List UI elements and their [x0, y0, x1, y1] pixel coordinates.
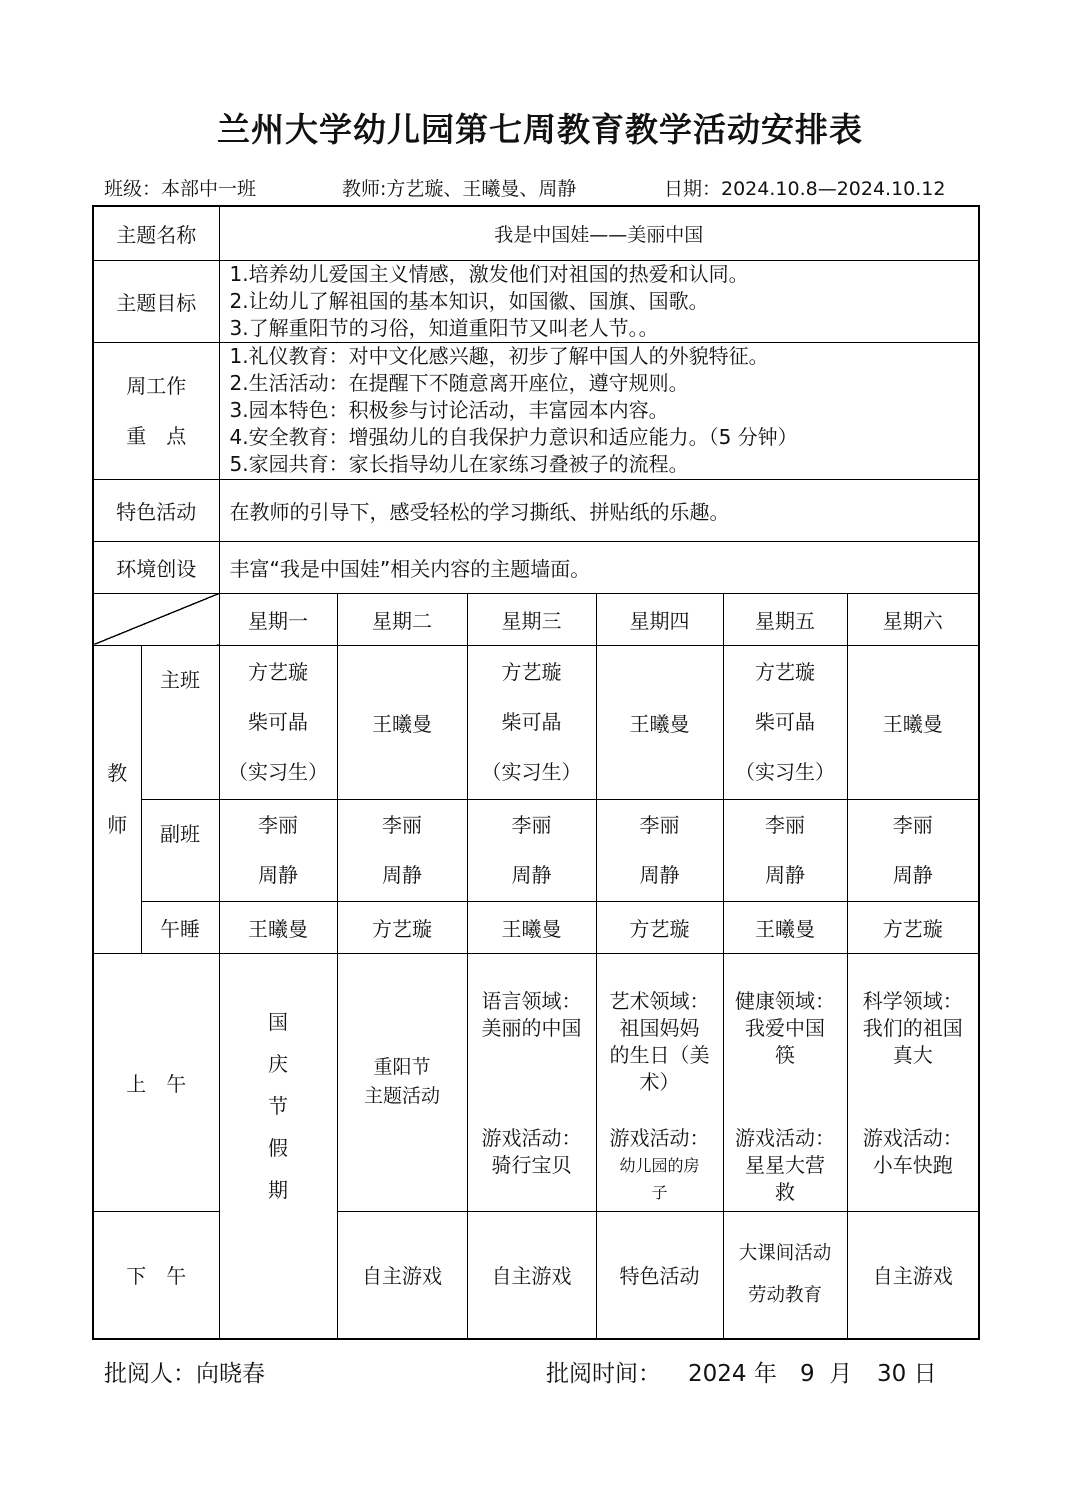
afternoon-cell-tue: 自主游戏: [337, 1211, 467, 1339]
nap-cell: 王曦曼: [219, 901, 337, 953]
environment-value: 丰富“我是中国娃”相关内容的主题墙面。: [219, 541, 979, 593]
review-day: 30 日: [877, 1361, 937, 1387]
focus-list: [219, 342, 979, 479]
morning-cell-tue: 重阳节 主题活动: [337, 953, 467, 1211]
page-title: 兰州大学幼儿园第七周教育教学活动安排表: [217, 110, 863, 149]
afternoon-label: 下 午: [93, 1211, 219, 1339]
day-header: 星期五: [723, 593, 847, 645]
goal-item: 1.培养幼儿爱国主义情感，激发他们对祖国的热爱和认同。: [229, 261, 749, 286]
diagonal-header-cell: [93, 593, 219, 645]
focus-item: 5.家园共育：家长指导幼儿在家练习叠被子的流程。: [229, 452, 689, 476]
review-time-label: 批阅时间：: [546, 1361, 661, 1387]
main-teacher-cell: 方艺璇 柴可晶 （实习生）: [723, 645, 847, 799]
goal-item: 2.让幼儿了解祖国的基本知识，如国徽、国旗、国歌。: [229, 288, 709, 313]
nap-row: [93, 901, 979, 953]
afternoon-cell-sat: 自主游戏: [847, 1211, 979, 1339]
focus-item: 1.礼仪教育：对中文化感兴趣，初步了解中国人的外貌特征。: [229, 344, 769, 368]
deputy-teacher-cell: 李丽 周静: [467, 799, 596, 901]
special-row: [93, 479, 979, 541]
main-teacher-row: [93, 645, 979, 799]
focus-item: 3.园本特色：积极参与讨论活动，丰富园本内容。: [229, 398, 669, 422]
day-header: 星期四: [596, 593, 723, 645]
day-header: 星期三: [467, 593, 596, 645]
morning-row: [93, 953, 979, 1211]
morning-cell-fri: 健康领域： 我爱中国 筷 游戏活动： 星星大营 救: [723, 953, 847, 1211]
morning-cell-sat: 科学领域： 我们的祖国 真大 游戏活动： 小车快跑: [847, 953, 979, 1211]
days-row: [93, 593, 979, 645]
morning-label: 上 午: [93, 953, 219, 1211]
review-year: 2024 年: [688, 1361, 777, 1387]
afternoon-cell-fri: 大课间活动 劳动教育: [723, 1211, 847, 1339]
main-teacher-cell: 方艺璇 柴可晶 （实习生）: [219, 645, 337, 799]
review-month: 9 月: [800, 1361, 853, 1387]
main-teacher-cell: 王曦曼: [847, 645, 979, 799]
theme-value: 我是中国娃——美丽中国: [219, 206, 979, 260]
nap-cell: 王曦曼: [467, 901, 596, 953]
goals-row: [93, 260, 979, 342]
afternoon-cell-thu: 特色活动: [596, 1211, 723, 1339]
afternoon-cell-wed: 自主游戏: [467, 1211, 596, 1339]
goal-item: 3.了解重阳节的习俗，知道重阳节又叫老人节。。: [229, 315, 659, 340]
nap-cell: 方艺璇: [847, 901, 979, 953]
goals-list: [219, 260, 979, 342]
focus-item: 4.安全教育：增强幼儿的自我保护力意识和适应能力。（5 分钟）: [229, 425, 798, 449]
environment-row: [93, 541, 979, 593]
day-header: 星期二: [337, 593, 467, 645]
goals-label: 主题目标: [93, 260, 219, 342]
teachers-info: 教师:方艺璇、王曦曼、周静: [342, 178, 577, 200]
morning-cell-wed: 语言领域： 美丽的中国 游戏活动： 骑行宝贝: [467, 953, 596, 1211]
special-value: 在教师的引导下，感受轻松的学习撕纸、拼贴纸的乐趣。: [219, 479, 979, 541]
nap-cell: 方艺璇: [337, 901, 467, 953]
holiday-cell: 国 庆 节 假 期: [219, 953, 337, 1339]
day-header: 星期一: [219, 593, 337, 645]
deputy-teacher-cell: 李丽 周静: [596, 799, 723, 901]
nap-label: 午睡: [141, 901, 219, 953]
deputy-teacher-label: 副班: [141, 799, 219, 901]
main-teacher-label: 主班: [141, 645, 219, 799]
class-info: 班级：本部中一班: [104, 178, 257, 200]
morning-cell-thu: 艺术领域： 祖国妈妈 的生日（美 术） 游戏活动： 幼儿园的房 子: [596, 953, 723, 1211]
focus-row: [93, 342, 979, 479]
nap-cell: 王曦曼: [723, 901, 847, 953]
environment-label: 环境创设: [93, 541, 219, 593]
main-teacher-cell: 王曦曼: [337, 645, 467, 799]
deputy-teacher-cell: 李丽 周静: [723, 799, 847, 901]
date-info: 日期：2024.10.8—2024.10.12: [664, 178, 946, 200]
special-label: 特色活动: [93, 479, 219, 541]
schedule-table: [92, 205, 980, 1340]
theme-row: [93, 206, 979, 260]
deputy-teacher-row: [93, 799, 979, 901]
main-teacher-cell: 王曦曼: [596, 645, 723, 799]
main-teacher-cell: 方艺璇 柴可晶 （实习生）: [467, 645, 596, 799]
deputy-teacher-cell: 李丽 周静: [847, 799, 979, 901]
day-header: 星期六: [847, 593, 979, 645]
deputy-teacher-cell: 李丽 周静: [337, 799, 467, 901]
reviewer: 批阅人：向晓春: [104, 1361, 265, 1387]
deputy-teacher-cell: 李丽 周静: [219, 799, 337, 901]
teacher-section-label: 教 师: [93, 645, 141, 953]
theme-label: 主题名称: [93, 206, 219, 260]
nap-cell: 方艺璇: [596, 901, 723, 953]
focus-item: 2.生活活动：在提醒下不随意离开座位，遵守规则。: [229, 371, 689, 395]
focus-label: 周工作 重 点: [93, 342, 219, 479]
